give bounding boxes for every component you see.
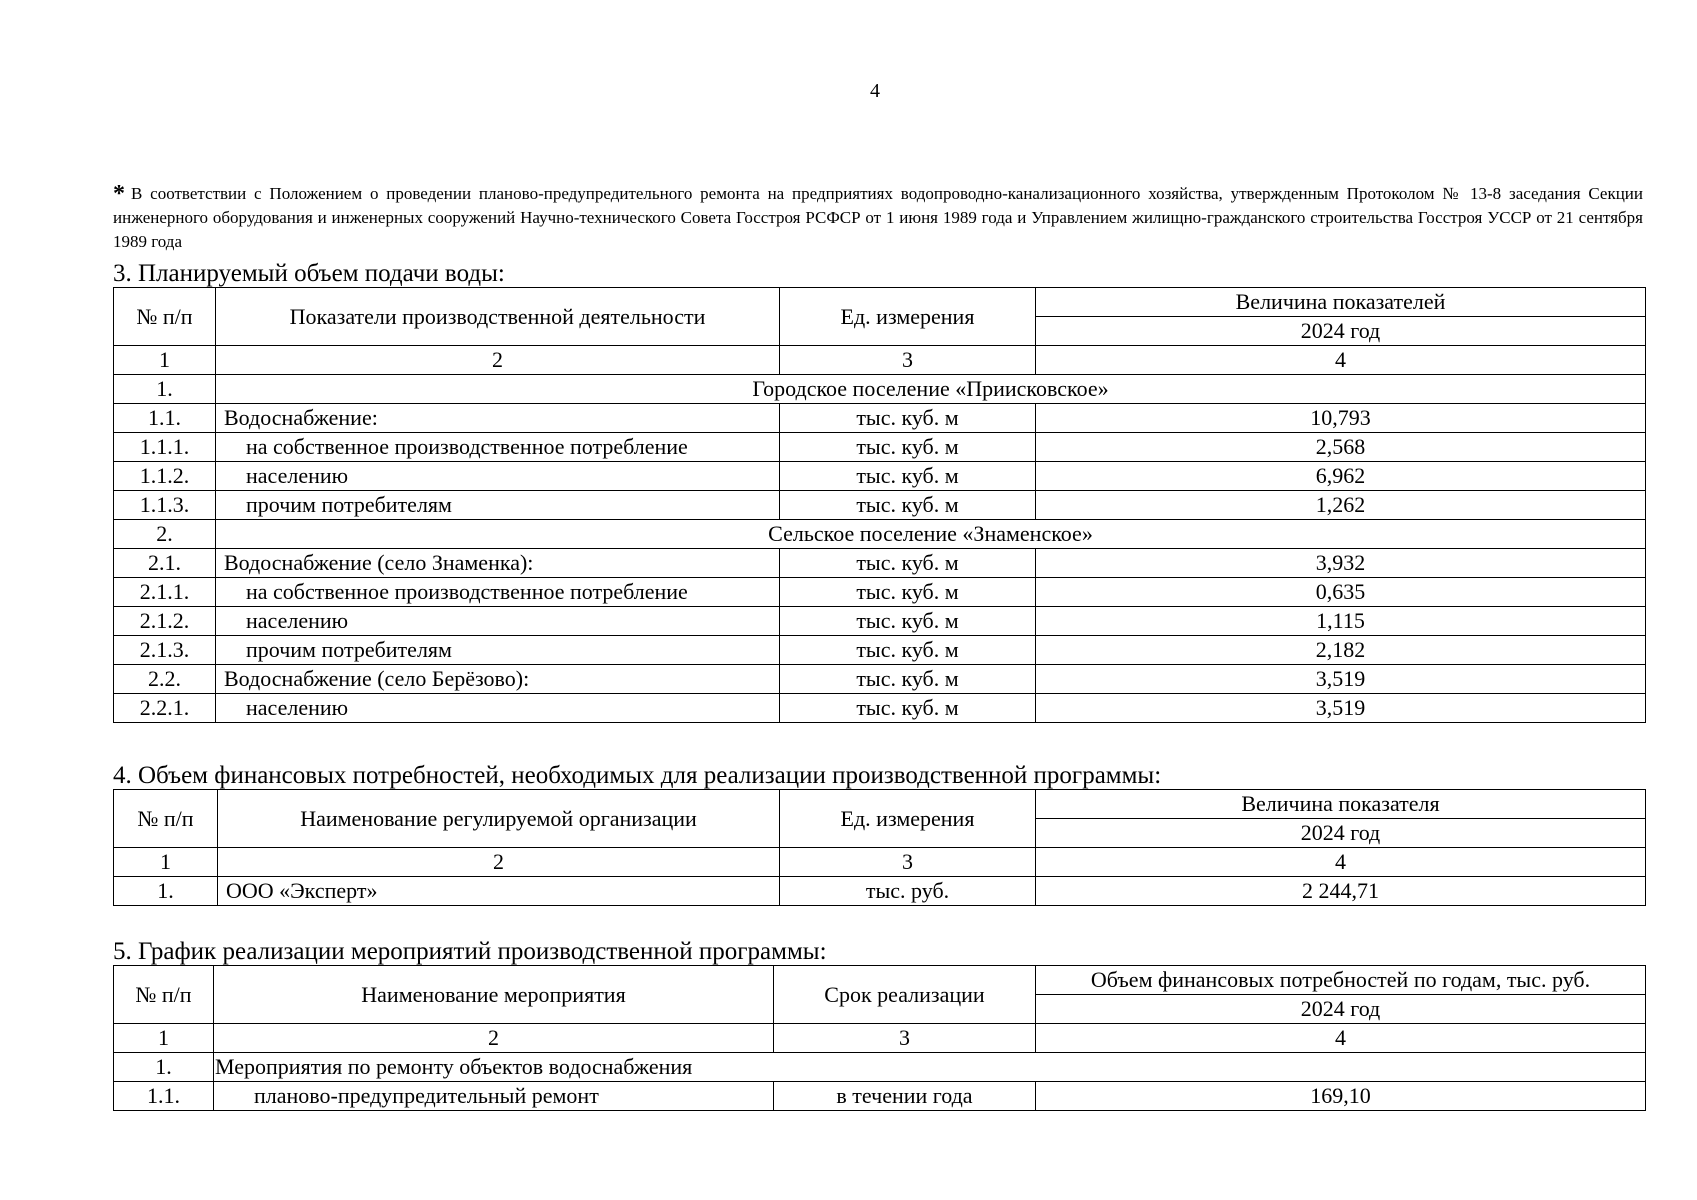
row-name: на собственное производственное потребление bbox=[216, 578, 780, 607]
col-number: 4 bbox=[1036, 346, 1646, 375]
table-row bbox=[114, 607, 1646, 636]
header-measure: Наименование мероприятия bbox=[214, 966, 774, 1024]
table-row bbox=[114, 578, 1646, 607]
row-num: 1.1. bbox=[114, 404, 216, 433]
group-row bbox=[114, 520, 1646, 549]
row-value: 3,932 bbox=[1036, 549, 1646, 578]
row-name: Водоснабжение: bbox=[216, 404, 780, 433]
row-name: прочим потребителям bbox=[216, 636, 780, 665]
row-unit: тыс. куб. м bbox=[780, 491, 1036, 520]
row-name: населению bbox=[216, 462, 780, 491]
table-row bbox=[114, 404, 1646, 433]
header-indicators: Показатели производственной деятельности bbox=[216, 288, 780, 346]
header-year: 2024 год bbox=[1036, 317, 1646, 346]
row-value: 3,519 bbox=[1036, 665, 1646, 694]
row-num: 2.2.1. bbox=[114, 694, 216, 723]
row-value: 6,962 bbox=[1036, 462, 1646, 491]
header-finance: Объем финансовых потребностей по годам, тыс. руб. bbox=[1036, 966, 1646, 995]
footnote-text: В соответствии с Положением о проведении планово-предупредительного ремонта на предприятиях водопроводно-канализационного хозяйства, утвержденным Протоколом № 13-8 заседания Секции инженерного оборудования и инженерных сооружений Научно-технического Совета Госстроя РСФСР от 1 июня 1989 года и Управлением жилищно-гражданского строительства Госстроя УССР от 21 сентября 1989 года bbox=[113, 184, 1643, 251]
row-value: 3,519 bbox=[1036, 694, 1646, 723]
group-num: 2. bbox=[114, 520, 216, 549]
table-row bbox=[114, 462, 1646, 491]
table-row bbox=[114, 694, 1646, 723]
group-label: Сельское поселение «Знаменское» bbox=[216, 520, 1646, 549]
row-num: 1. bbox=[114, 877, 218, 906]
group-row bbox=[114, 375, 1646, 404]
header-period: Срок реализации bbox=[774, 966, 1036, 1024]
col-number: 3 bbox=[780, 848, 1036, 877]
row-num: 1.1.2. bbox=[114, 462, 216, 491]
row-name: планово-предупредительный ремонт bbox=[214, 1082, 774, 1111]
row-num: 2.1. bbox=[114, 549, 216, 578]
header-value: Величина показателей bbox=[1036, 288, 1646, 317]
group-row bbox=[114, 1053, 1646, 1082]
header-num: № п/п bbox=[114, 790, 218, 848]
row-name: на собственное производственное потребление bbox=[216, 433, 780, 462]
schedule-table bbox=[113, 965, 1646, 1111]
table-row bbox=[114, 549, 1646, 578]
col-number: 1 bbox=[114, 848, 218, 877]
header-num: № п/п bbox=[114, 966, 214, 1024]
col-number: 2 bbox=[218, 848, 780, 877]
row-num: 1.1.1. bbox=[114, 433, 216, 462]
row-unit: тыс. куб. м bbox=[780, 694, 1036, 723]
col-number: 4 bbox=[1036, 1024, 1646, 1053]
header-year: 2024 год bbox=[1036, 819, 1646, 848]
row-value: 1,262 bbox=[1036, 491, 1646, 520]
table-row bbox=[114, 665, 1646, 694]
row-period: в течении года bbox=[774, 1082, 1036, 1111]
row-num: 1.1.3. bbox=[114, 491, 216, 520]
group-label: Мероприятия по ремонту объектов водоснабжения bbox=[214, 1053, 1646, 1082]
footnote-star: * bbox=[113, 181, 125, 207]
col-number: 2 bbox=[216, 346, 780, 375]
header-unit: Ед. измерения bbox=[780, 288, 1036, 346]
row-name: ООО «Эксперт» bbox=[218, 877, 780, 906]
group-num: 1. bbox=[114, 375, 216, 404]
water-supply-table bbox=[113, 287, 1646, 723]
group-label: Городское поселение «Приисковское» bbox=[216, 375, 1646, 404]
row-unit: тыс. куб. м bbox=[780, 462, 1036, 491]
col-number: 3 bbox=[774, 1024, 1036, 1053]
row-num: 2.1.1. bbox=[114, 578, 216, 607]
footnote bbox=[113, 182, 1643, 254]
row-num: 2.1.2. bbox=[114, 607, 216, 636]
row-value: 1,115 bbox=[1036, 607, 1646, 636]
row-unit: тыс. куб. м bbox=[780, 607, 1036, 636]
section3-title: 3. Планируемый объем подачи воды: bbox=[113, 260, 505, 287]
row-num: 2.2. bbox=[114, 665, 216, 694]
header-num: № п/п bbox=[114, 288, 216, 346]
col-number: 1 bbox=[114, 346, 216, 375]
section5-title: 5. График реализации мероприятий производственной программы: bbox=[113, 938, 827, 965]
row-unit: тыс. куб. м bbox=[780, 665, 1036, 694]
row-unit: тыс. куб. м bbox=[780, 433, 1036, 462]
table-row bbox=[114, 877, 1646, 906]
row-value: 2,182 bbox=[1036, 636, 1646, 665]
row-unit: тыс. куб. м bbox=[780, 636, 1036, 665]
row-name: Водоснабжение (село Знаменка): bbox=[216, 549, 780, 578]
row-name: Водоснабжение (село Берёзово): bbox=[216, 665, 780, 694]
row-value: 10,793 bbox=[1036, 404, 1646, 433]
col-number: 1 bbox=[114, 1024, 214, 1053]
header-unit: Ед. измерения bbox=[780, 790, 1036, 848]
row-unit: тыс. куб. м bbox=[780, 404, 1036, 433]
section4-title: 4. Объем финансовых потребностей, необходимых для реализации производственной программы: bbox=[113, 762, 1162, 789]
row-value: 169,10 bbox=[1036, 1082, 1646, 1111]
row-unit: тыс. куб. м bbox=[780, 578, 1036, 607]
header-year: 2024 год bbox=[1036, 995, 1646, 1024]
header-value: Величина показателя bbox=[1036, 790, 1646, 819]
page-number: 4 bbox=[870, 80, 880, 102]
table-row bbox=[114, 1082, 1646, 1111]
col-number: 3 bbox=[780, 346, 1036, 375]
row-value: 2 244,71 bbox=[1036, 877, 1646, 906]
financial-needs-table bbox=[113, 789, 1646, 906]
group-num: 1. bbox=[114, 1053, 214, 1082]
header-org: Наименование регулируемой организации bbox=[218, 790, 780, 848]
row-unit: тыс. куб. м bbox=[780, 549, 1036, 578]
row-num: 2.1.3. bbox=[114, 636, 216, 665]
table-row bbox=[114, 433, 1646, 462]
col-number: 4 bbox=[1036, 848, 1646, 877]
row-name: прочим потребителям bbox=[216, 491, 780, 520]
col-number: 2 bbox=[214, 1024, 774, 1053]
table-row bbox=[114, 491, 1646, 520]
row-unit: тыс. руб. bbox=[780, 877, 1036, 906]
row-name: населению bbox=[216, 607, 780, 636]
row-name: населению bbox=[216, 694, 780, 723]
row-value: 0,635 bbox=[1036, 578, 1646, 607]
table-row bbox=[114, 636, 1646, 665]
row-num: 1.1. bbox=[114, 1082, 214, 1111]
row-value: 2,568 bbox=[1036, 433, 1646, 462]
